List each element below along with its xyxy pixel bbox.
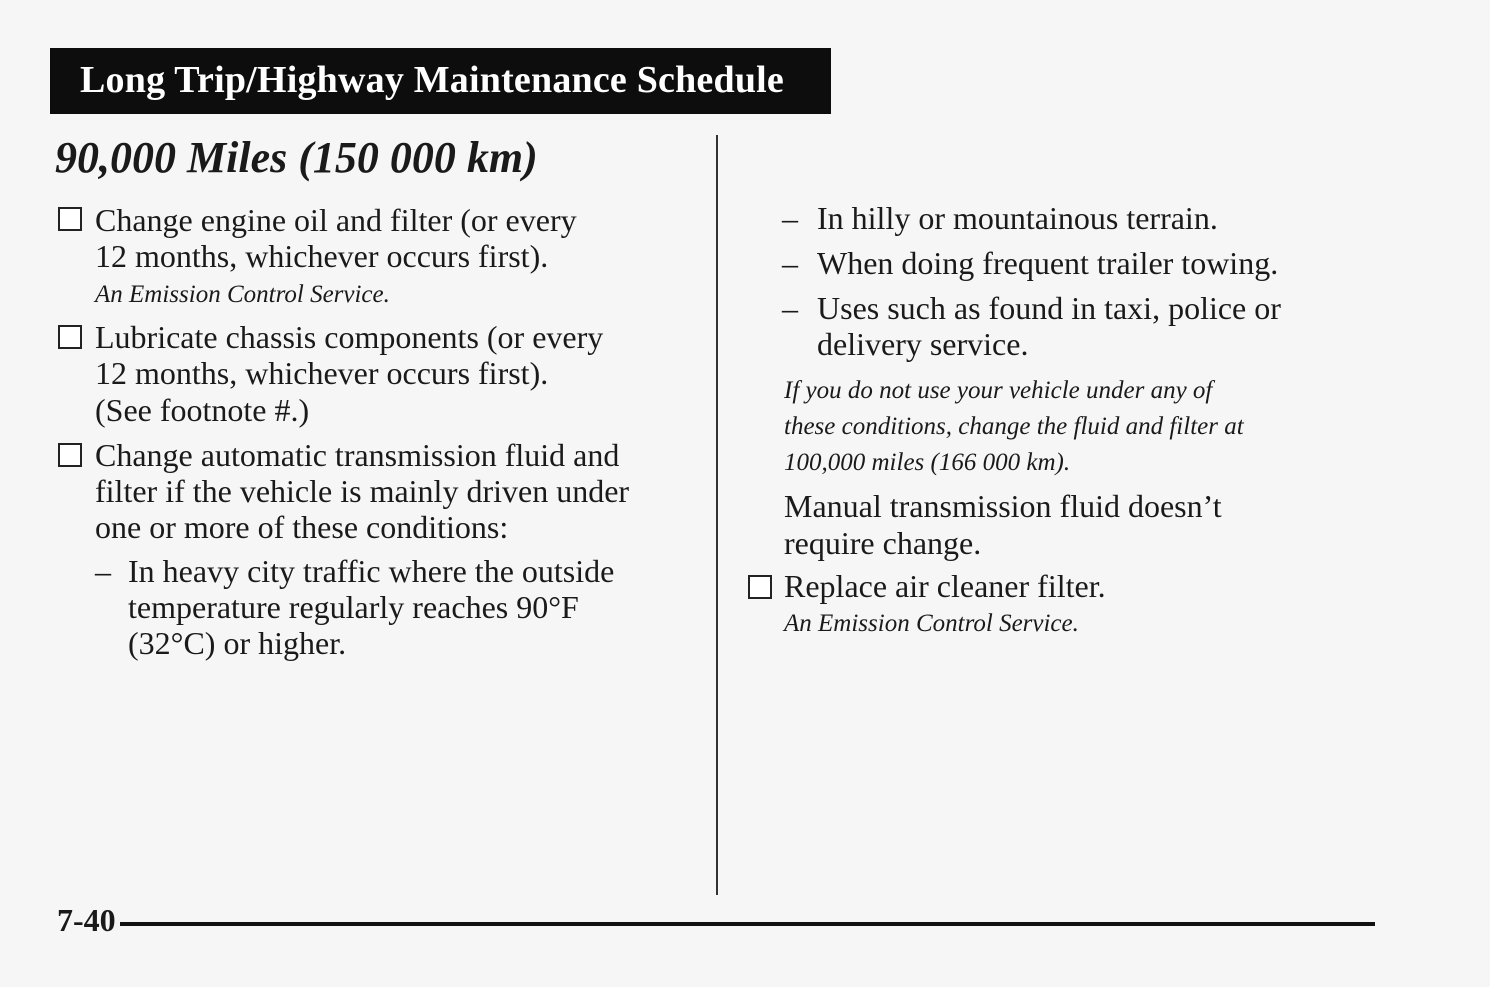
checkbox-transmission-fluid[interactable] [58, 443, 82, 467]
condition-text-line: temperature regularly reaches 90°F [128, 589, 579, 625]
item-text-line: (See footnote #.) [95, 392, 310, 428]
dash-bullet: – [782, 290, 798, 326]
manual-note-line: Manual transmission fluid doesn’t [784, 488, 1222, 524]
dash-bullet: – [782, 200, 798, 236]
item-text-line: 12 months, whichever occurs first). [95, 238, 549, 274]
item-text-line: Lubricate chassis components (or every [95, 319, 604, 355]
page-number: 7-40 [57, 902, 116, 938]
page-title: Long Trip/Highway Maintenance Schedule [80, 59, 784, 101]
item-text-line: Replace air cleaner filter. [784, 568, 1106, 604]
emission-note: An Emission Control Service. [784, 610, 1079, 637]
item-text-line: filter if the vehicle is mainly driven under [95, 473, 630, 509]
italic-note-line: If you do not use your vehicle under any of [784, 377, 1213, 404]
item-text-line: Change automatic transmission fluid and [95, 437, 620, 473]
item-text-line: Change engine oil and filter (or every [95, 202, 577, 238]
header-bar [50, 48, 831, 114]
dash-bullet: – [782, 245, 798, 281]
condition-text-line: delivery service. [817, 326, 1029, 362]
condition-text-line: When doing frequent trailer towing. [817, 245, 1279, 281]
italic-note-line: 100,000 miles (166 000 km). [784, 449, 1071, 476]
condition-text-line: (32°C) or higher. [128, 625, 347, 661]
checkbox-change-oil[interactable] [58, 207, 82, 231]
manual-note-line: require change. [784, 525, 982, 561]
emission-note: An Emission Control Service. [95, 281, 390, 308]
footer-rule [120, 922, 1375, 926]
checkbox-lubricate-chassis[interactable] [58, 325, 82, 349]
condition-text-line: Uses such as found in taxi, police or [817, 290, 1281, 326]
dash-bullet: – [95, 553, 111, 589]
item-text-line: one or more of these conditions: [95, 509, 509, 545]
italic-note-line: these conditions, change the fluid and filter at [784, 413, 1244, 440]
item-text-line: 12 months, whichever occurs first). [95, 355, 549, 391]
condition-text-line: In heavy city traffic where the outside [128, 553, 615, 589]
section-heading: 90,000 Miles (150 000 km) [55, 133, 538, 182]
condition-text-line: In hilly or mountainous terrain. [817, 200, 1218, 236]
checkbox-air-cleaner[interactable] [748, 575, 772, 599]
column-divider [716, 135, 718, 895]
